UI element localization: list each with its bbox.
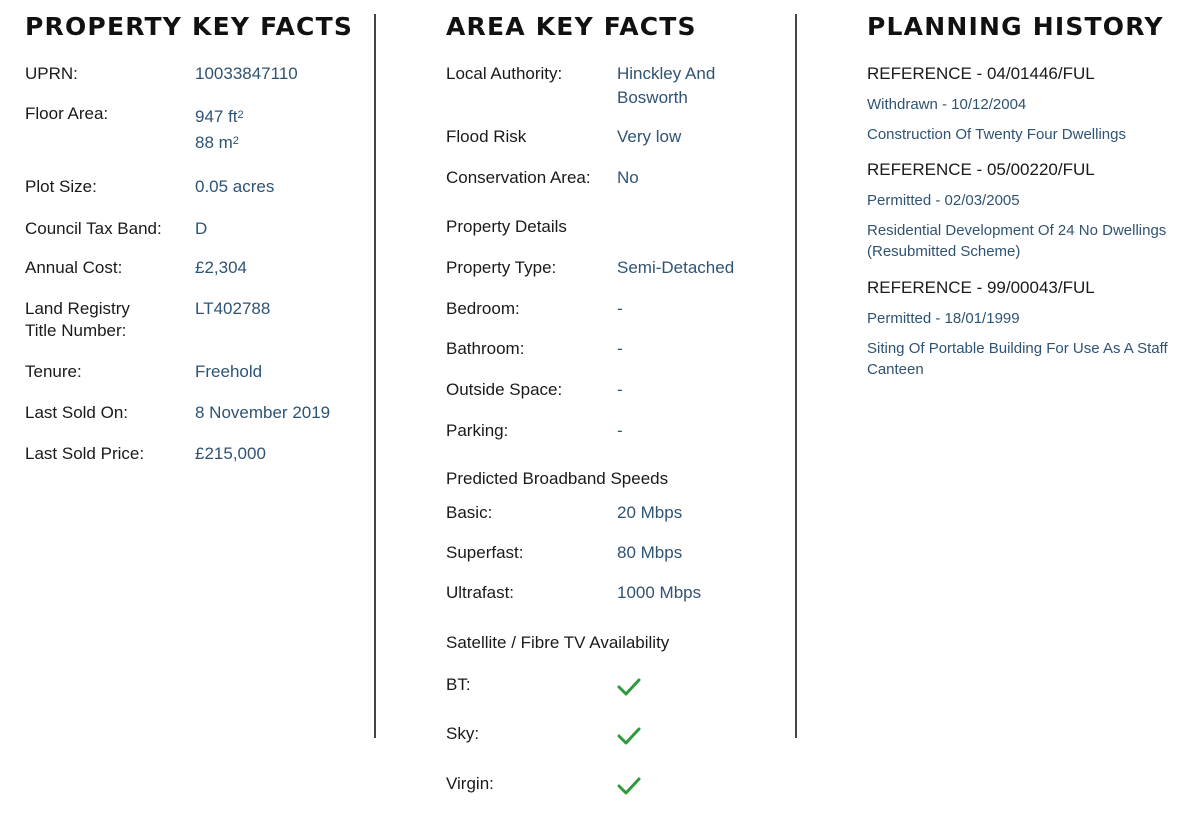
floor-area-m-value: 88 $m^2$ xyxy=(195,133,239,152)
planning-reference: REFERENCE - 99/00043/FUL xyxy=(867,278,1095,297)
planning-status: Permitted - 18/01/1999 xyxy=(867,310,1020,327)
tv-availability-heading: Satellite / Fibre TV Availability xyxy=(446,633,670,652)
last-sold-price-value: £215,000 xyxy=(195,444,266,463)
virgin-checkmark-icon xyxy=(617,776,641,796)
land-registry-label-line2: Title Number: xyxy=(25,321,127,340)
plot-size-label: Plot Size: xyxy=(25,177,97,196)
council-tax-value: D xyxy=(195,219,208,238)
floor-area-label: Floor Area: xyxy=(25,104,109,123)
planning-status: Withdrawn - 10/12/2004 xyxy=(867,96,1027,113)
uprn-label: UPRN: xyxy=(25,64,78,83)
property-details-heading: Property Details xyxy=(446,217,567,236)
planning-reference: REFERENCE - 04/01446/FUL xyxy=(867,64,1095,83)
outside-space-label: Outside Space: xyxy=(446,380,563,399)
outside-space-value: - xyxy=(617,380,623,399)
property-type-label: Property Type: xyxy=(446,258,557,277)
local-authority-value-line2: Bosworth xyxy=(617,88,688,107)
property-key-facts-heading: PROPERTY KEY FACTS xyxy=(25,12,354,41)
bt-checkmark-icon xyxy=(617,677,641,697)
virgin-label: Virgin: xyxy=(446,774,494,793)
flood-risk-label: Flood Risk xyxy=(446,127,527,146)
sky-checkmark-icon xyxy=(617,726,641,746)
last-sold-price-label: Last Sold Price: xyxy=(25,444,145,463)
tenure-label: Tenure: xyxy=(25,362,82,381)
column-divider-right xyxy=(795,14,797,738)
last-sold-on-value: 8 November 2019 xyxy=(195,403,331,422)
planning-reference: REFERENCE - 05/00220/FUL xyxy=(867,160,1095,179)
ultrafast-broadband-value: 1000 Mbps xyxy=(617,583,702,602)
annual-cost-value: £2,304 xyxy=(195,258,247,277)
uprn-value: 10033847110 xyxy=(195,64,298,83)
parking-value: - xyxy=(617,421,623,440)
bedroom-value: - xyxy=(617,299,623,318)
ultrafast-broadband-label: Ultrafast: xyxy=(446,583,515,602)
planning-description: Siting Of Portable Building For Use As A Staff Canteen xyxy=(867,340,1168,378)
land-registry-value: LT402788 xyxy=(195,299,271,318)
superfast-broadband-label: Superfast: xyxy=(446,543,524,562)
basic-broadband-value: 20 Mbps xyxy=(617,503,683,522)
flood-risk-value: Very low xyxy=(617,127,682,146)
council-tax-label: Council Tax Band: xyxy=(25,219,162,238)
conservation-area-value: No xyxy=(617,168,639,187)
conservation-area-label: Conservation Area: xyxy=(446,168,591,187)
bathroom-label: Bathroom: xyxy=(446,339,525,358)
bathroom-value: - xyxy=(617,339,623,358)
planning-history-heading: PLANNING HISTORY xyxy=(867,12,1164,41)
bt-label: BT: xyxy=(446,675,471,694)
local-authority-label: Local Authority: xyxy=(446,64,563,83)
plot-size-value: 0.05 acres xyxy=(195,177,275,196)
floor-area-ft-value: 947 $ft^2$ xyxy=(195,107,244,126)
basic-broadband-label: Basic: xyxy=(446,503,493,522)
property-type-value: Semi-Detached xyxy=(617,258,735,277)
broadband-heading: Predicted Broadband Speeds xyxy=(446,469,669,488)
area-key-facts-heading: AREA KEY FACTS xyxy=(446,12,697,41)
superfast-broadband-value: 80 Mbps xyxy=(617,543,683,562)
planning-description: Construction Of Twenty Four Dwellings xyxy=(867,126,1126,143)
local-authority-value-line1: Hinckley And xyxy=(617,64,716,83)
tenure-value: Freehold xyxy=(195,362,263,381)
planning-status: Permitted - 02/03/2005 xyxy=(867,192,1020,209)
sky-label: Sky: xyxy=(446,724,480,743)
parking-label: Parking: xyxy=(446,421,509,440)
last-sold-on-label: Last Sold On: xyxy=(25,403,129,422)
column-divider-left xyxy=(374,14,376,738)
planning-description: Residential Development Of 24 No Dwellings (Resubmitted Scheme) xyxy=(867,222,1167,260)
annual-cost-label: Annual Cost: xyxy=(25,258,123,277)
land-registry-label-line1: Land Registry xyxy=(25,299,130,318)
bedroom-label: Bedroom: xyxy=(446,299,520,318)
